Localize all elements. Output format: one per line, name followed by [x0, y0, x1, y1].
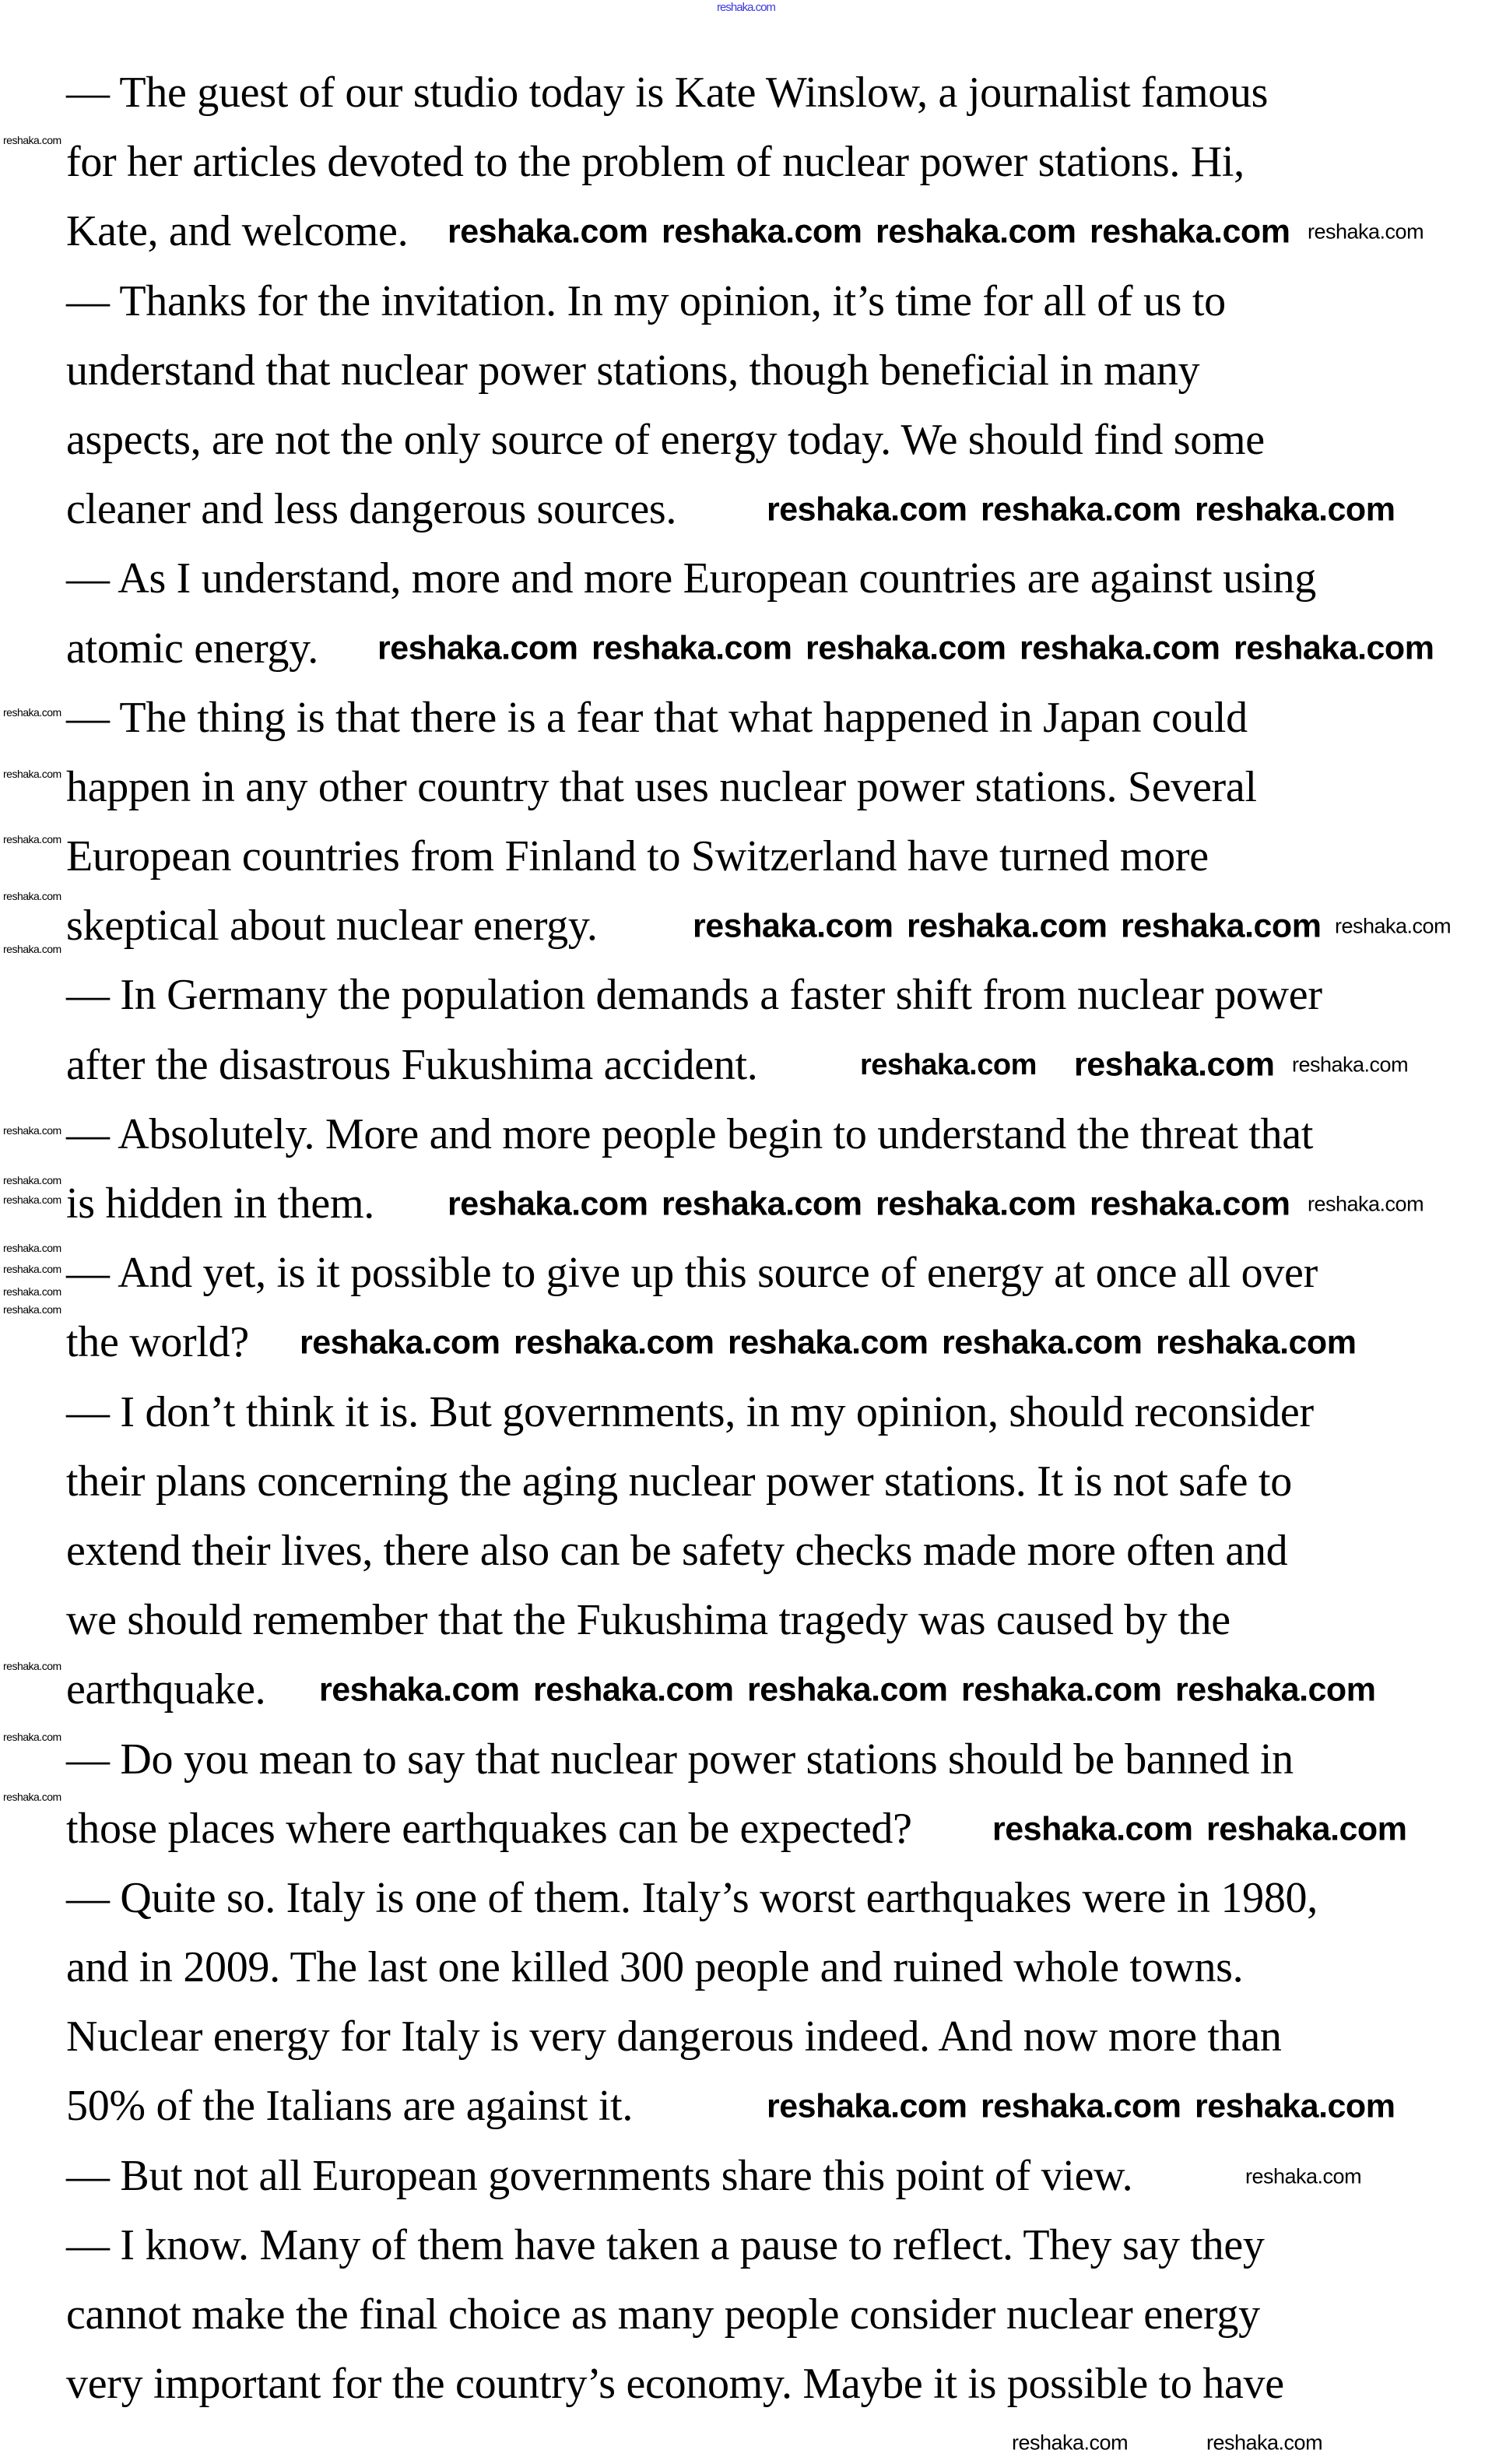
text-line: — Do you mean to say that nuclear power stations should be banned in — [66, 1735, 1294, 1784]
watermark: reshaka.com — [3, 1791, 61, 1803]
text-line: — I know. Many of them have taken a pause to reflect. They say they — [66, 2220, 1265, 2269]
text-line: — I don’t think it is. But governments, in my opinion, should reconsider — [66, 1387, 1314, 1436]
watermark: reshaka.com — [662, 1185, 862, 1223]
watermark: reshaka.com — [3, 890, 61, 902]
text-line: for her articles devoted to the problem of nuclear power stations. Hi, — [66, 138, 1245, 187]
text-line: earthquake. — [66, 1665, 266, 1714]
watermark: reshaka.com — [3, 1124, 61, 1137]
watermark: reshaka.com — [767, 2087, 967, 2125]
watermark: reshaka.com — [876, 213, 1076, 251]
watermark: reshaka.com — [1195, 2087, 1395, 2125]
text-line: atomic energy. — [66, 624, 318, 673]
text-line: — But not all European governments share this point of view. — [66, 2151, 1133, 2200]
watermark: reshaka.com — [942, 1323, 1143, 1362]
watermark: reshaka.com — [3, 1193, 61, 1206]
watermark: reshaka.com — [961, 1671, 1162, 1709]
watermark: reshaka.com — [3, 706, 61, 719]
text-line: aspects, are not the only source of energy today. We should find some — [66, 415, 1265, 464]
watermark: reshaka.com — [662, 213, 862, 251]
watermark: reshaka.com — [3, 833, 61, 845]
text-line: — The thing is that there is a fear that what happened in Japan could — [66, 693, 1248, 742]
watermark: reshaka.com — [992, 1810, 1193, 1848]
watermark: reshaka.com — [1206, 1810, 1407, 1848]
watermark: reshaka.com — [693, 907, 893, 945]
watermark: reshaka.com — [1156, 1323, 1357, 1362]
watermark: reshaka.com — [3, 134, 61, 146]
text-line: skeptical about nuclear energy. — [66, 902, 598, 951]
watermark: reshaka.com — [3, 1263, 61, 1275]
watermark: reshaka.com — [3, 1731, 61, 1743]
text-line: the world? — [66, 1318, 249, 1367]
watermark: reshaka.com — [448, 213, 648, 251]
watermark: reshaka.com — [377, 629, 578, 667]
watermark: reshaka.com — [3, 768, 61, 780]
watermark: reshaka.com — [907, 907, 1108, 945]
watermark: reshaka.com — [1195, 490, 1395, 529]
text-line: and in 2009. The last one killed 300 people and ruined whole towns. — [66, 1943, 1244, 1992]
watermark: reshaka.com — [1074, 1046, 1275, 1084]
text-line: after the disastrous Fukushima accident. — [66, 1040, 758, 1089]
text-line: Nuclear energy for Italy is very dangerous indeed. And now more than — [66, 2012, 1282, 2062]
text-line: — Absolutely. More and more people begin to understand the threat that — [66, 1109, 1314, 1158]
text-line: cleaner and less dangerous sources. — [66, 485, 677, 534]
watermark: reshaka.com — [3, 1303, 61, 1316]
text-line: we should remember that the Fukushima tragedy was caused by the — [66, 1596, 1230, 1645]
text-line: — In Germany the population demands a faster shift from nuclear power — [66, 971, 1322, 1020]
watermark: reshaka.com — [860, 1049, 1037, 1081]
watermark: reshaka.com — [1121, 907, 1322, 945]
watermark: reshaka.com — [1234, 629, 1434, 667]
watermark: reshaka.com — [806, 629, 1006, 667]
watermark: reshaka.com — [3, 1660, 61, 1672]
watermark: reshaka.com — [3, 1242, 61, 1254]
watermark: reshaka.com — [448, 1185, 648, 1223]
text-line: — As I understand, more and more European countries are against using — [66, 554, 1316, 603]
watermark: reshaka.com — [1020, 629, 1220, 667]
watermark: reshaka.com — [1090, 213, 1290, 251]
text-line: those places where earthquakes can be expected? — [66, 1804, 912, 1853]
text-line: very important for the country’s economy. Maybe it is possible to have — [66, 2360, 1284, 2409]
watermark: reshaka.com — [747, 1671, 948, 1709]
dialogue-text — [66, 58, 1322, 2419]
watermark: reshaka.com — [1335, 914, 1452, 938]
text-line: extend their lives, there also can be safety checks made more often and — [66, 1526, 1288, 1575]
text-line: understand that nuclear power stations, though beneficial in many — [66, 346, 1200, 395]
text-line: Kate, and welcome. — [66, 207, 409, 256]
watermark: reshaka.com — [514, 1323, 714, 1362]
watermark: reshaka.com — [1090, 1185, 1290, 1223]
text-line: — And yet, is it possible to give up this source of energy at once all over — [66, 1249, 1318, 1298]
watermark: reshaka.com — [767, 490, 967, 529]
watermark: reshaka.com — [3, 943, 61, 955]
watermark: reshaka.com — [1308, 220, 1424, 244]
text-line: — Thanks for the invitation. In my opinion, it’s time for all of us to — [66, 276, 1226, 325]
watermark: reshaka.com — [319, 1671, 520, 1709]
text-line: is hidden in them. — [66, 1179, 374, 1228]
text-line: happen in any other country that uses nuclear power stations. Several — [66, 762, 1257, 811]
header-watermark: reshaka.com — [717, 1, 775, 14]
watermark: reshaka.com — [300, 1323, 500, 1362]
watermark: reshaka.com — [3, 1285, 61, 1298]
watermark: reshaka.com — [876, 1185, 1076, 1223]
watermark: reshaka.com — [1245, 2164, 1362, 2188]
watermark: reshaka.com — [592, 629, 792, 667]
watermark: reshaka.com — [981, 490, 1181, 529]
text-line: cannot make the final choice as many people consider nuclear energy — [66, 2290, 1260, 2339]
watermark: reshaka.com — [1292, 1053, 1409, 1077]
text-line: European countries from Finland to Switzerland have turned more — [66, 832, 1209, 881]
watermark: reshaka.com — [1308, 1192, 1424, 1216]
watermark: reshaka.com — [981, 2087, 1181, 2125]
watermark: reshaka.com — [1175, 1671, 1376, 1709]
watermark: reshaka.com — [3, 1174, 61, 1186]
watermark: reshaka.com — [1206, 2431, 1323, 2455]
text-line: 50% of the Italians are against it. — [66, 2082, 634, 2131]
watermark: reshaka.com — [728, 1323, 929, 1362]
watermark: reshaka.com — [1012, 2431, 1129, 2455]
text-line: — The guest of our studio today is Kate Winslow, a journalist famous — [66, 69, 1269, 117]
watermark: reshaka.com — [533, 1671, 734, 1709]
text-line: — Quite so. Italy is one of them. Italy’s worst earthquakes were in 1980, — [66, 1873, 1318, 1922]
text-line: their plans concerning the aging nuclear power stations. It is not safe to — [66, 1457, 1292, 1506]
